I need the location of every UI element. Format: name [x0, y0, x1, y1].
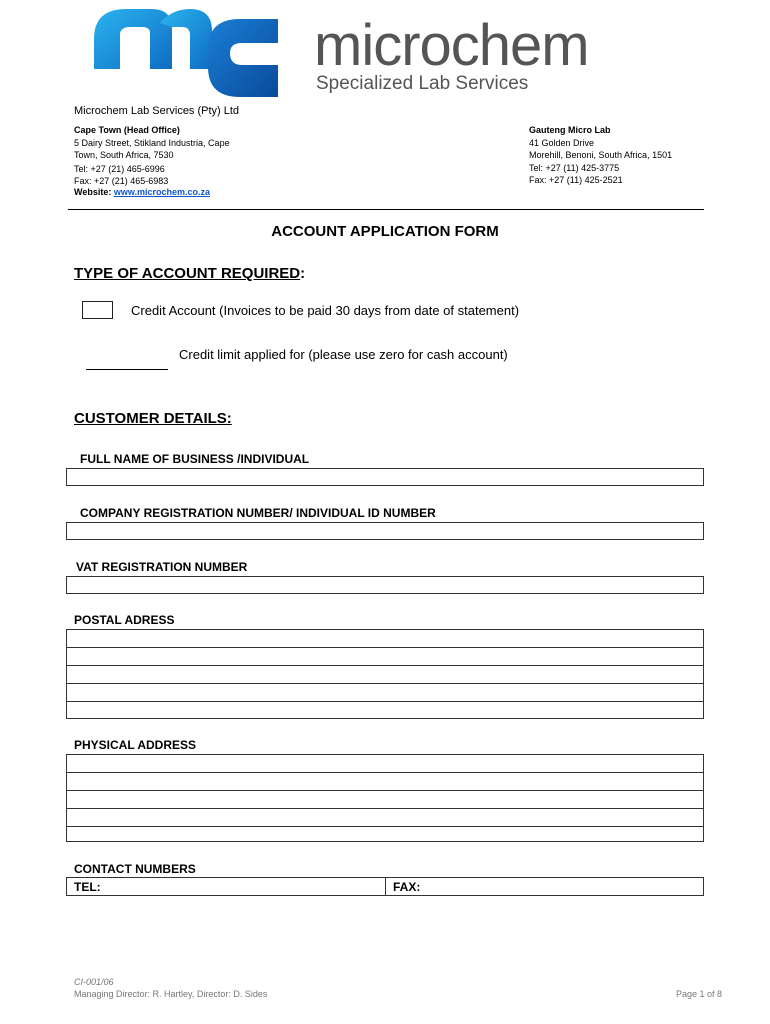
physical-address-line[interactable]: [67, 827, 703, 845]
gauteng-line1: 41 Golden Drive: [529, 137, 595, 148]
physical-address-line[interactable]: [67, 773, 703, 791]
physical-address-line[interactable]: [67, 809, 703, 827]
company-reg-label: COMPANY REGISTRATION NUMBER/ INDIVIDUAL ID NUMBER: [80, 506, 436, 520]
full-name-label: FULL NAME OF BUSINESS /INDIVIDUAL: [80, 452, 310, 466]
full-name-field[interactable]: [66, 468, 704, 486]
page-number: Page 1 of 8: [676, 989, 723, 999]
header-divider: [68, 209, 704, 210]
gauteng-address: [529, 124, 719, 187]
postal-address-line[interactable]: [67, 666, 703, 684]
credit-limit-label: Credit limit applied for (please use zero for cash account): [179, 347, 508, 362]
customer-details-heading: CUSTOMER DETAILS:: [74, 410, 232, 427]
type-of-account-heading: [74, 265, 305, 282]
footer-directors: Managing Director: R. Hartley, Director: D. Sides: [74, 989, 268, 999]
microchem-logo-mark: [90, 5, 280, 100]
gauteng-fax: Fax: +27 (11) 425-2521: [529, 175, 623, 185]
fax-label: FAX:: [393, 880, 421, 894]
website-label: Website:: [74, 187, 112, 197]
gauteng-title: Gauteng Micro Lab: [529, 125, 611, 135]
tel-label: TEL:: [74, 880, 101, 894]
head-office-title: Cape Town (Head Office): [74, 125, 180, 135]
physical-address-line[interactable]: [67, 755, 703, 773]
head-office-tel: Tel: +27 (21) 465-6996: [74, 163, 165, 174]
credit-limit-input-line[interactable]: [86, 369, 168, 370]
postal-address-line[interactable]: [67, 648, 703, 666]
company-name: Microchem Lab Services (Pty) Ltd: [74, 105, 240, 117]
postal-address-field[interactable]: [66, 629, 704, 719]
head-office-street: 5 Dairy Street, Stikland Industria, Cape Town, South Africa, 7530: [74, 137, 230, 160]
contact-numbers-label: CONTACT NUMBERS: [74, 862, 196, 876]
head-office-fax: Fax: +27 (21) 465-6983: [74, 176, 169, 186]
postal-address-line[interactable]: [67, 630, 703, 648]
vat-label: VAT REGISTRATION NUMBER: [76, 560, 248, 574]
company-reg-field[interactable]: [66, 522, 704, 540]
postal-address-line[interactable]: [67, 684, 703, 702]
head-office-address: [74, 124, 274, 188]
physical-address-line[interactable]: [67, 791, 703, 809]
logo-tagline: Specialized Lab Services: [316, 73, 529, 94]
postal-address-label: POSTAL ADRESS: [74, 613, 175, 627]
physical-address-label: PHYSICAL ADDRESS: [74, 738, 197, 752]
physical-address-field[interactable]: [66, 754, 704, 842]
logo-wordmark: microchem: [314, 13, 589, 78]
type-heading-text: TYPE OF ACCOUNT REQUIRED: [74, 265, 301, 282]
type-heading-colon: :: [300, 265, 306, 282]
credit-account-checkbox[interactable]: [82, 301, 113, 319]
gauteng-line2: Morehill, Benoni, South Africa, 1501: [529, 150, 673, 160]
gauteng-tel: Tel: +27 (11) 425-3775: [529, 162, 620, 173]
credit-account-label: Credit Account (Invoices to be paid 30 days from date of statement): [131, 303, 520, 318]
vat-field[interactable]: [66, 576, 704, 594]
contact-numbers-row: [66, 877, 704, 896]
postal-address-line[interactable]: [67, 702, 703, 720]
form-code: CI-001/06: [74, 977, 114, 987]
website-link[interactable]: www.microchem.co.za: [113, 187, 211, 197]
website: [74, 187, 210, 197]
form-title: ACCOUNT APPLICATION FORM: [271, 223, 499, 240]
contact-divider: [385, 878, 386, 895]
